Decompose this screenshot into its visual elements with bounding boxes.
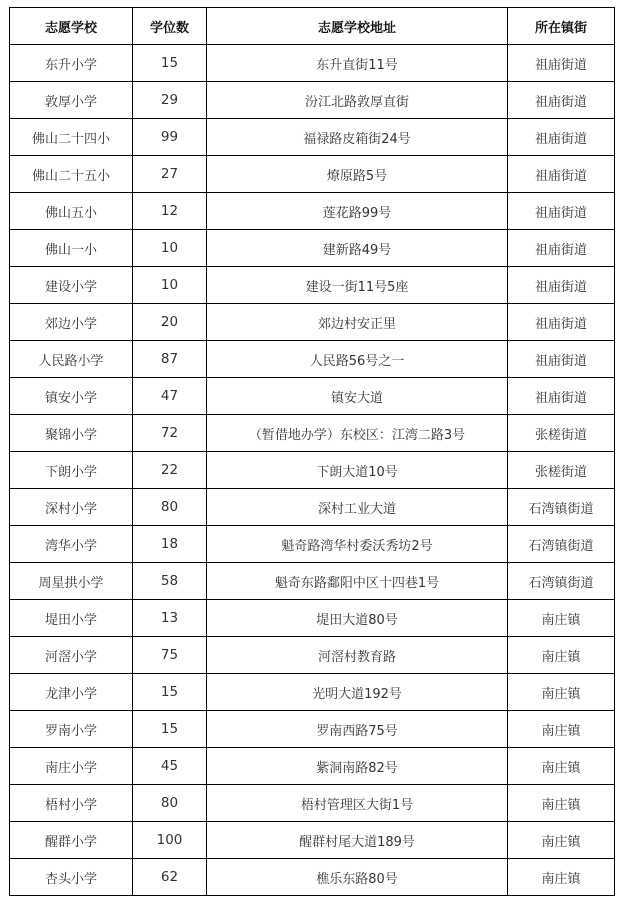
cell-address: 镇安大道 <box>207 378 508 415</box>
cell-address: 燎原路5号 <box>207 156 508 193</box>
cell-street: 南庄镇 <box>508 711 615 748</box>
cell-school: 河滘小学 <box>10 637 133 674</box>
table-row <box>10 415 615 452</box>
table-row <box>10 711 615 748</box>
cell-street: 祖庙街道 <box>508 156 615 193</box>
cell-seats: 80 <box>133 785 207 822</box>
cell-address: 梧村管理区大街1号 <box>207 785 508 822</box>
cell-school: 深村小学 <box>10 489 133 526</box>
cell-school: 人民路小学 <box>10 341 133 378</box>
cell-street: 南庄镇 <box>508 785 615 822</box>
cell-street: 祖庙街道 <box>508 304 615 341</box>
table-row <box>10 193 615 230</box>
cell-address: 人民路56号之一 <box>207 341 508 378</box>
cell-street: 南庄镇 <box>508 600 615 637</box>
cell-street: 祖庙街道 <box>508 267 615 304</box>
cell-street: 南庄镇 <box>508 748 615 785</box>
table-row <box>10 156 615 193</box>
cell-school: 郊边小学 <box>10 304 133 341</box>
cell-street: 祖庙街道 <box>508 119 615 156</box>
cell-street: 南庄镇 <box>508 859 615 896</box>
cell-address: 汾江北路敦厚直街 <box>207 82 508 119</box>
cell-school: 罗南小学 <box>10 711 133 748</box>
cell-street: 张槎街道 <box>508 415 615 452</box>
cell-address: 建新路49号 <box>207 230 508 267</box>
cell-seats: 10 <box>133 267 207 304</box>
cell-street: 石湾镇街道 <box>508 526 615 563</box>
table-row <box>10 526 615 563</box>
cell-seats: 100 <box>133 822 207 859</box>
cell-address: 河滘村教育路 <box>207 637 508 674</box>
cell-school: 龙津小学 <box>10 674 133 711</box>
cell-street: 石湾镇街道 <box>508 563 615 600</box>
cell-address: 深村工业大道 <box>207 489 508 526</box>
cell-school: 杏头小学 <box>10 859 133 896</box>
table-row <box>10 119 615 156</box>
cell-seats: 15 <box>133 711 207 748</box>
table-row <box>10 600 615 637</box>
cell-seats: 80 <box>133 489 207 526</box>
cell-school: 南庄小学 <box>10 748 133 785</box>
cell-seats: 29 <box>133 82 207 119</box>
table-row <box>10 748 615 785</box>
cell-seats: 20 <box>133 304 207 341</box>
cell-address: 东升直街11号 <box>207 45 508 82</box>
cell-school: 佛山五小 <box>10 193 133 230</box>
cell-address: 光明大道192号 <box>207 674 508 711</box>
cell-address: 魁奇东路鄱阳中区十四巷1号 <box>207 563 508 600</box>
cell-seats: 10 <box>133 230 207 267</box>
cell-seats: 22 <box>133 452 207 489</box>
cell-seats: 62 <box>133 859 207 896</box>
table-row <box>10 452 615 489</box>
table-row <box>10 45 615 82</box>
cell-street: 祖庙街道 <box>508 82 615 119</box>
cell-seats: 75 <box>133 637 207 674</box>
cell-school: 湾华小学 <box>10 526 133 563</box>
cell-address: 莲花路99号 <box>207 193 508 230</box>
cell-street: 南庄镇 <box>508 674 615 711</box>
cell-seats: 99 <box>133 119 207 156</box>
cell-seats: 72 <box>133 415 207 452</box>
cell-seats: 45 <box>133 748 207 785</box>
cell-school: 敦厚小学 <box>10 82 133 119</box>
cell-seats: 58 <box>133 563 207 600</box>
table-row <box>10 785 615 822</box>
cell-seats: 27 <box>133 156 207 193</box>
cell-seats: 15 <box>133 45 207 82</box>
cell-address: （暂借地办学）东校区：江湾二路3号 <box>207 415 508 452</box>
table-row <box>10 859 615 896</box>
cell-address: 魁奇路湾华村委沃秀坊2号 <box>207 526 508 563</box>
header-school: 志愿学校 <box>10 8 133 45</box>
table-body <box>10 45 615 896</box>
table-row <box>10 822 615 859</box>
cell-address: 下朗大道10号 <box>207 452 508 489</box>
table-row <box>10 304 615 341</box>
table-row <box>10 378 615 415</box>
header-address: 志愿学校地址 <box>207 8 508 45</box>
header-street: 所在镇街 <box>508 8 615 45</box>
cell-address: 郊边村安正里 <box>207 304 508 341</box>
cell-school: 建设小学 <box>10 267 133 304</box>
cell-seats: 13 <box>133 600 207 637</box>
cell-seats: 15 <box>133 674 207 711</box>
cell-street: 祖庙街道 <box>508 341 615 378</box>
cell-seats: 18 <box>133 526 207 563</box>
cell-school: 镇安小学 <box>10 378 133 415</box>
cell-school: 堤田小学 <box>10 600 133 637</box>
cell-street: 南庄镇 <box>508 822 615 859</box>
cell-school: 梧村小学 <box>10 785 133 822</box>
table-row <box>10 82 615 119</box>
cell-street: 张槎街道 <box>508 452 615 489</box>
cell-address: 紫洞南路82号 <box>207 748 508 785</box>
cell-street: 祖庙街道 <box>508 230 615 267</box>
table-row <box>10 674 615 711</box>
cell-address: 罗南西路75号 <box>207 711 508 748</box>
cell-address: 福禄路皮箱街24号 <box>207 119 508 156</box>
table-row <box>10 230 615 267</box>
table-row <box>10 563 615 600</box>
cell-school: 周星拱小学 <box>10 563 133 600</box>
table-row <box>10 637 615 674</box>
cell-school: 聚锦小学 <box>10 415 133 452</box>
school-table <box>9 7 615 896</box>
table-container <box>9 7 615 896</box>
cell-seats: 12 <box>133 193 207 230</box>
table-row <box>10 341 615 378</box>
cell-seats: 87 <box>133 341 207 378</box>
cell-address: 建设一街11号5座 <box>207 267 508 304</box>
cell-school: 佛山二十四小 <box>10 119 133 156</box>
table-row <box>10 489 615 526</box>
header-seats: 学位数 <box>133 8 207 45</box>
cell-street: 祖庙街道 <box>508 193 615 230</box>
cell-street: 祖庙街道 <box>508 45 615 82</box>
cell-street: 石湾镇街道 <box>508 489 615 526</box>
header-row <box>10 8 615 45</box>
cell-street: 祖庙街道 <box>508 378 615 415</box>
cell-school: 醒群小学 <box>10 822 133 859</box>
cell-school: 东升小学 <box>10 45 133 82</box>
cell-seats: 47 <box>133 378 207 415</box>
table-row <box>10 267 615 304</box>
cell-address: 堤田大道80号 <box>207 600 508 637</box>
cell-street: 南庄镇 <box>508 637 615 674</box>
cell-school: 佛山一小 <box>10 230 133 267</box>
cell-school: 佛山二十五小 <box>10 156 133 193</box>
cell-school: 下朗小学 <box>10 452 133 489</box>
cell-address: 樵乐东路80号 <box>207 859 508 896</box>
cell-address: 醒群村尾大道189号 <box>207 822 508 859</box>
